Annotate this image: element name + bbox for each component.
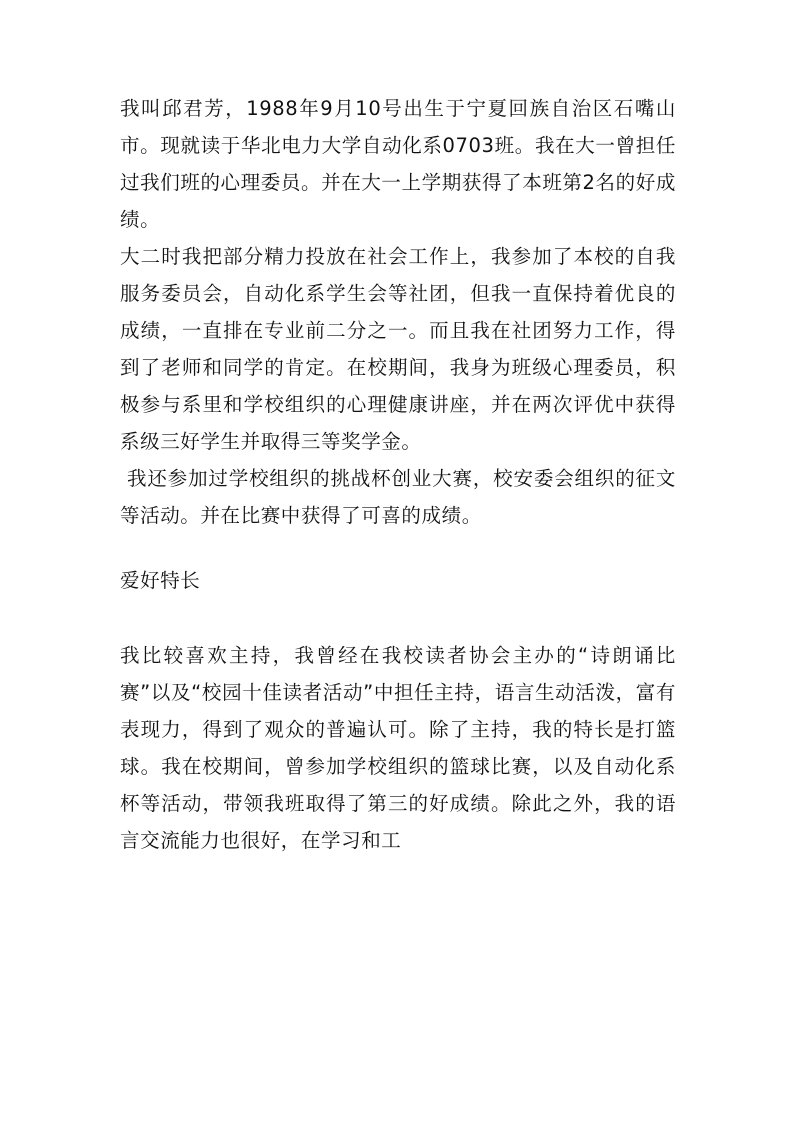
document-body bbox=[120, 90, 676, 859]
paragraph-intro: 我叫邱君芳，1988年9月10号出生于宁夏回族自治区石嘴山市。现就读于华北电力大学自动化系0703班。我在大一曾担任过我们班的心理委员。并在大一上学期获得了本班第2名的好成绩。 bbox=[120, 97, 676, 231]
spacer bbox=[120, 599, 676, 637]
paragraph-social-work: 大二时我把部分精力投放在社会工作上，我参加了本校的自我服务委员会，自动化系学生会等社团，但我一直保持着优良的成绩，一直排在专业前二分之一。而且我在社团努力工作，得到了老师和同学的肯定。在校期间，我身为班级心理委员，积极参与系里和学校组织的心理健康讲座，并在两次评优中获得系级三好学生并取得三等奖学金。 bbox=[120, 245, 676, 453]
paragraph-hobbies: 我比较喜欢主持，我曾经在我校读者协会主办的“诗朗诵比赛”以及“校园十佳读者活动”中担任主持，语言生动活泼，富有表现力，得到了观众的普遍认可。除了主持，我的特长是打篮球。我在校期间，曾参加学校组织的篮球比赛，以及自动化系杯等活动，带领我班取得了第三的好成绩。除此之外，我的语言交流能力也很好，在学习和工 bbox=[120, 644, 676, 852]
spacer bbox=[120, 534, 676, 562]
section-heading-hobbies: 爱好特长 bbox=[120, 569, 201, 592]
paragraph-activities: 我还参加过学校组织的挑战杯创业大赛，校安委会组织的征文等活动。并在比赛中获得了可喜的成绩。 bbox=[120, 467, 676, 527]
